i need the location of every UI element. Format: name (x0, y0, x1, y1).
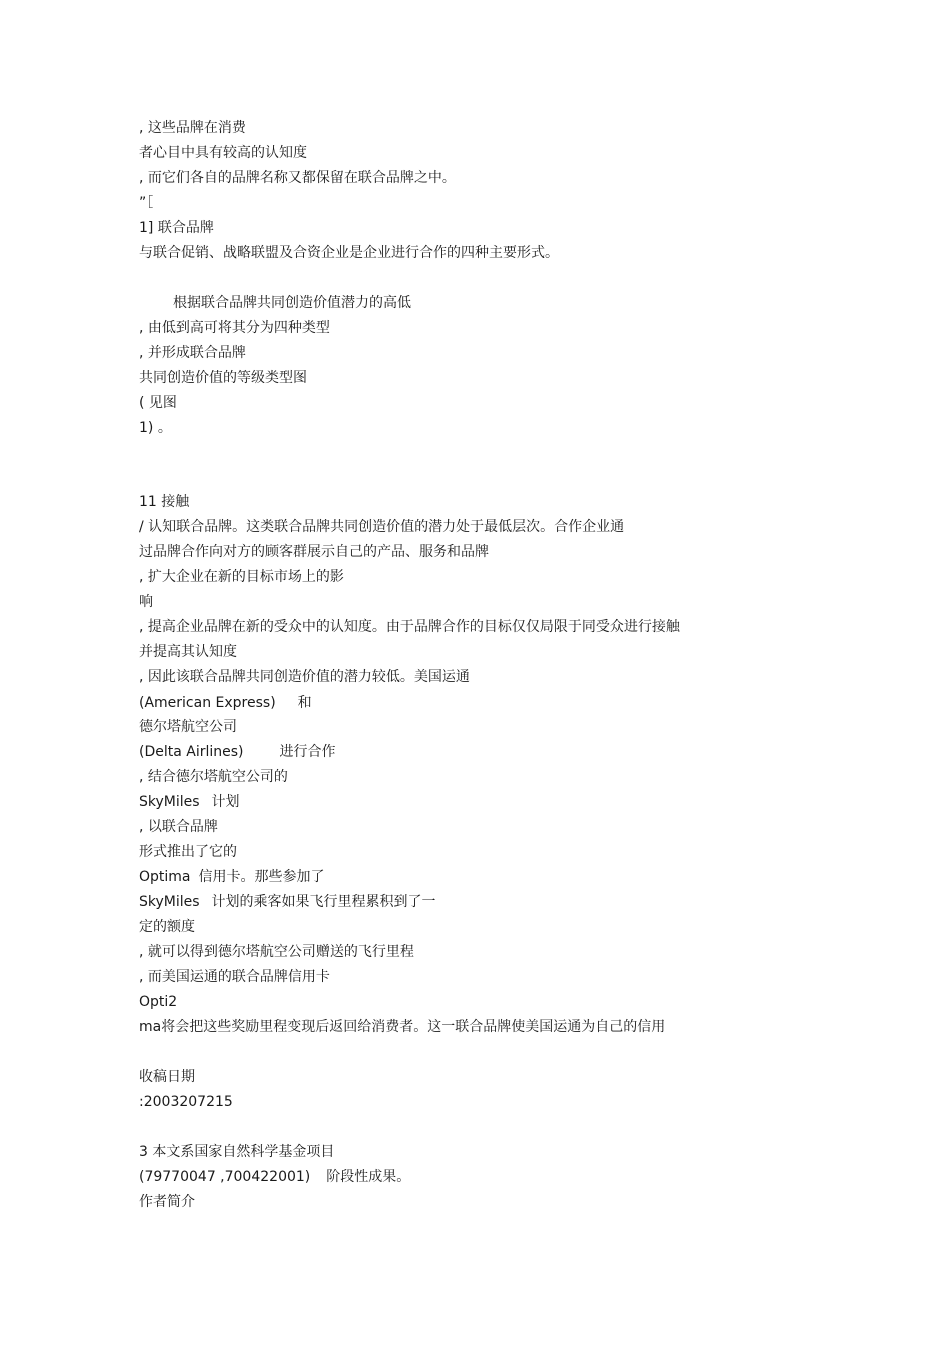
text-line: , 这些品牌在消费 (139, 120, 246, 136)
text-line: 定的额度 (139, 919, 195, 935)
text-line: 形式推出了它的 (139, 844, 237, 860)
text-line-split (139, 893, 436, 911)
paragraph-indent-line: 根据联合品牌共同创造价值潜力的高低 (173, 295, 411, 311)
text-line: ma将会把这些奖励里程变现后返回给消费者。这一联合品牌使美国运通为自己的信用 (139, 1019, 666, 1035)
received-date-label: 收稿日期 (139, 1069, 195, 1085)
received-date-value: :2003207215 (139, 1094, 233, 1110)
section-heading: 1] 联合品牌 (139, 220, 214, 236)
text-segment: (79770047 ,700422001) (139, 1169, 311, 1185)
text-line: , 以联合品牌 (139, 819, 218, 835)
funding-note: 3 本文系国家自然科学基金项目 (139, 1144, 335, 1160)
text-line: , 而美国运通的联合品牌信用卡 (139, 969, 330, 985)
text-line: , 并形成联合品牌 (139, 345, 246, 361)
text-line-split (139, 868, 325, 886)
text-line: 者心目中具有较高的认知度 (139, 145, 307, 161)
text-segment: 计划的乘客如果飞行里程累积到了一 (211, 894, 436, 910)
text-line: Opti2 (139, 994, 178, 1010)
text-line: , 结合德尔塔航空公司的 (139, 769, 288, 785)
text-line: , 提高企业品牌在新的受众中的认知度。由于品牌合作的目标仅仅局限于同受众进行接触 (139, 619, 680, 635)
text-line: 共同创造价值的等级类型图 (139, 370, 307, 386)
text-line: 过品牌合作向对方的顾客群展示自己的产品、服务和品牌 (139, 544, 489, 560)
text-segment: (Delta Airlines) (139, 744, 244, 760)
text-line: , 就可以得到德尔塔航空公司赠送的飞行里程 (139, 944, 414, 960)
text-line: , 扩大企业在新的目标市场上的影 (139, 569, 344, 585)
text-segment: 信用卡。那些参加了 (198, 869, 325, 885)
text-segment: (American Express) (139, 695, 276, 711)
section-heading: 11 接触 (139, 494, 190, 510)
text-line: ( 见图 (139, 395, 177, 411)
text-line-split (139, 1168, 410, 1186)
author-bio-label: 作者简介 (139, 1194, 195, 1210)
text-line-split (139, 793, 240, 811)
text-line-split (139, 694, 312, 712)
text-line: 1) 。 (139, 420, 172, 436)
text-line: 德尔塔航空公司 (139, 719, 237, 735)
text-line: 与联合促销、战略联盟及合资企业是企业进行合作的四种主要形式。 (139, 245, 559, 261)
text-segment: SkyMiles (139, 794, 200, 810)
text-segment: 进行合作 (279, 744, 336, 760)
text-line: , 由低到高可将其分为四种类型 (139, 320, 330, 336)
text-segment: Optima (139, 869, 191, 885)
text-line: ”［ (139, 195, 154, 211)
text-line: , 因此该联合品牌共同创造价值的潜力较低。美国运通 (139, 669, 470, 685)
text-line: 响 (139, 594, 153, 610)
text-segment: SkyMiles (139, 894, 200, 910)
text-line: / 认知联合品牌。这类联合品牌共同创造价值的潜力处于最低层次。合作企业通 (139, 519, 625, 535)
text-line-split (139, 743, 336, 761)
text-segment: 和 (297, 695, 312, 711)
text-segment: 计划 (211, 794, 240, 810)
text-line: , 而它们各自的品牌名称又都保留在联合品牌之中。 (139, 170, 456, 186)
text-line: 并提高其认知度 (139, 644, 237, 660)
text-segment: 阶段性成果。 (326, 1169, 411, 1185)
